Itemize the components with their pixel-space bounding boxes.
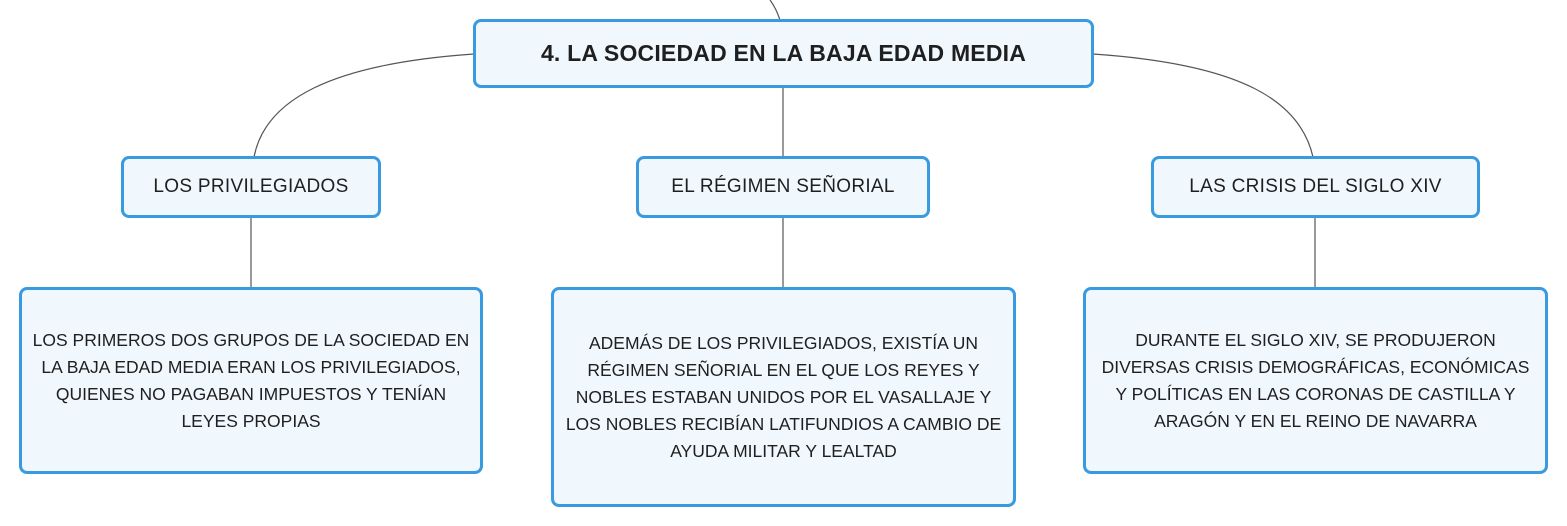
topic-regimen-senorial[interactable] [636,156,930,218]
root-topic[interactable] [473,19,1094,88]
detail-crisis-siglo-xiv-text: DURANTE EL SIGLO XIV, SE PRODUJERON DIVERSAS CRISIS DEMOGRÁFICAS, ECONÓMICAS Y POLÍTICAS EN LAS CORONAS DE CASTILLA Y ARAGÓN Y EN EL REINO DE NAVARRA [1101,329,1530,431]
topic-crisis-siglo-xiv-label: LAS CRISIS DEL SIGLO XIV [1189,176,1442,197]
detail-regimen-senorial[interactable] [551,287,1016,507]
root-topic-label: 4. LA SOCIEDAD EN LA BAJA EDAD MEDIA [540,40,1027,66]
detail-regimen-senorial-text: ADEMÁS DE LOS PRIVILEGIADOS, EXISTÍA UN RÉGIMEN SEÑORIAL EN EL QUE LOS REYES Y NOBLES ESTABAN UNIDOS POR EL VASALLAJE Y LOS NOBLES RECIBÍAN LATIFUNDIOS A CAMBIO DE AYUDA MILITAR Y LEALTAD [565,332,1002,461]
detail-privilegiados[interactable] [19,287,483,474]
connector-root-to-privilegiados [254,54,474,157]
topic-privilegiados-label: LOS PRIVILEGIADOS [153,176,349,197]
topic-regimen-senorial-label: EL RÉGIMEN SEÑORIAL [671,176,895,197]
connector-parent-to-root [770,0,780,20]
topic-privilegiados[interactable] [121,156,381,218]
detail-privilegiados-text: LOS PRIMEROS DOS GRUPOS DE LA SOCIEDAD EN LA BAJA EDAD MEDIA ERAN LOS PRIVILEGIADOS, QUIENES NO PAGABAN IMPUESTOS Y TENÍAN LEYES PROPIAS [32,329,470,431]
detail-crisis-siglo-xiv[interactable] [1083,287,1548,474]
topic-crisis-siglo-xiv[interactable] [1151,156,1480,218]
connector-root-to-crisis [1093,54,1313,157]
